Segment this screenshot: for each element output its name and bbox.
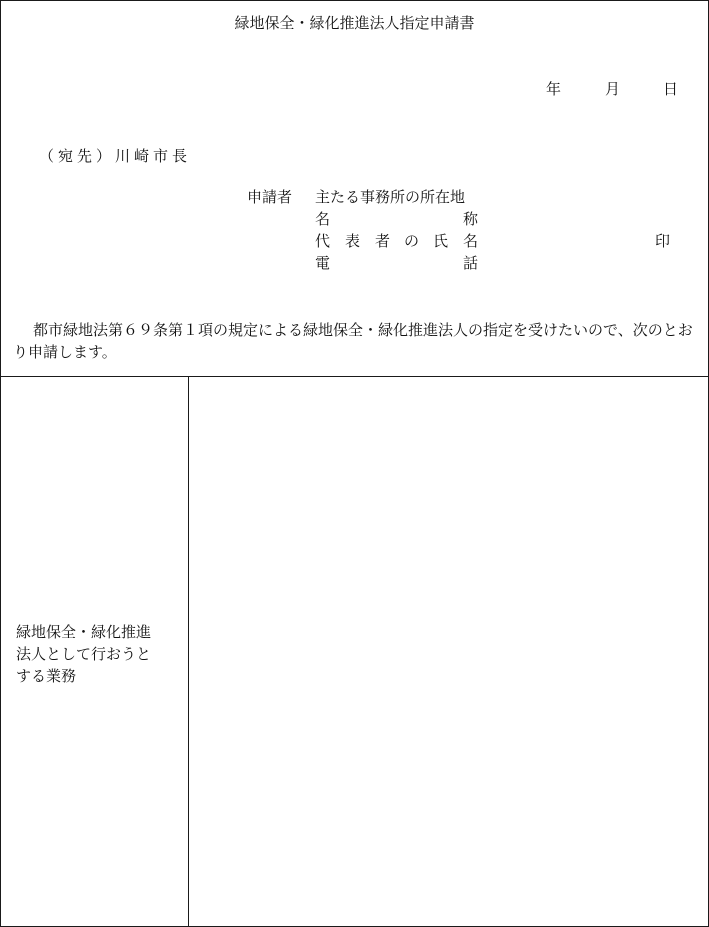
date-year-label: 年 [546,80,562,98]
application-statement [13,319,703,363]
business-label: 緑地保全・緑化推進 法人として行おうと する業務 [16,623,152,685]
representative-label [315,231,479,251]
name-label-char-1: 名 [315,210,331,228]
phone-label [315,253,479,273]
seal-mark: 印 [655,232,671,250]
rep-char-4: の [404,232,420,250]
office-address-label [315,187,479,207]
business-content-cell[interactable] [189,377,708,926]
office-address-text: 主たる事務所の所在地 [315,188,466,206]
name-label [315,209,479,229]
date-month-label: 月 [605,80,621,98]
phone-label-char-1: 電 [315,254,331,272]
form-title: 緑地保全・緑化推進法人指定申請書 [234,14,475,32]
phone-label-char-2: 話 [463,254,479,272]
addressee: （宛先）川崎市長 [39,147,192,165]
applicant-label: 申請者 [247,188,293,206]
name-label-char-2: 称 [463,210,479,228]
rep-char-2: 表 [345,232,361,250]
rep-char-1: 代 [315,232,331,250]
rep-char-5: 氏 [433,232,449,250]
application-statement-text: 都市緑地法第６９条第１項の規定による緑地保全・緑化推進法人の指定を受けたいので、次のとおり申請します。 [13,321,693,361]
rep-char-3: 者 [375,232,391,250]
rep-char-6: 名 [463,232,479,250]
date-day-label: 日 [663,80,679,98]
